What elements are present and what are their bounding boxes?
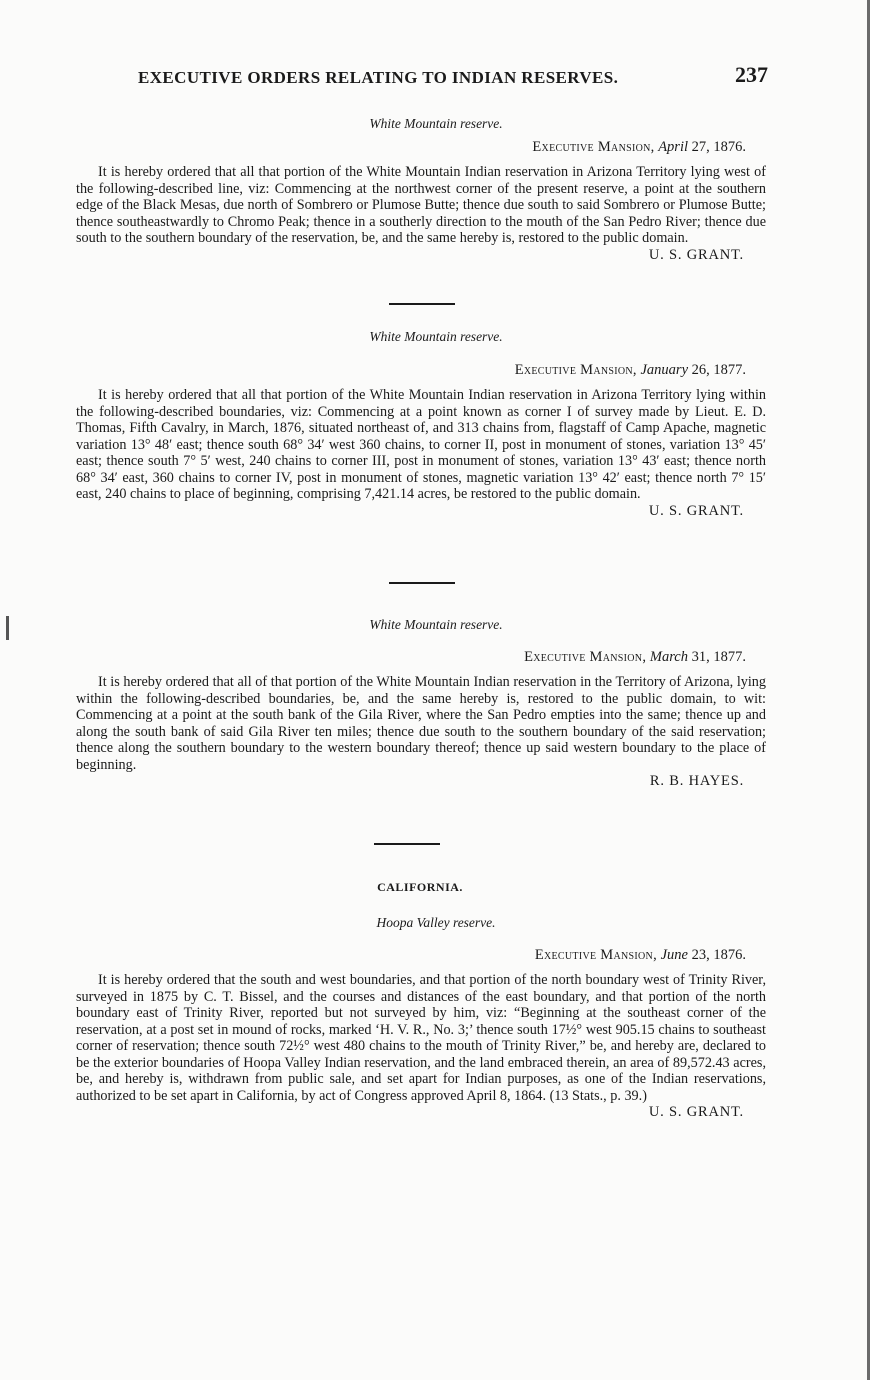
reserve-heading: White Mountain reserve. — [369, 617, 503, 632]
reserve-heading: White Mountain reserve. — [369, 329, 503, 344]
order-text: It is hereby ordered that all of that portion of the White Mountain Indian reservation in the Territory of Arizona, lying within the following-described boundaries, be, and the same hereby is, restored to the public domain, to wit: Commencing at a point at the south bank of the Gila River, where the San Pedro empties into the same; thence up and along the south bank of said Gila River ten miles; thence due south to the southern boundary of the said reservation; thence along the southern boundary to the western boundary thereof; thence up said western boundary to the place of beginning. — [76, 674, 766, 773]
order-text: It is hereby ordered that the south and west boundaries, and that portion of the north boundary west of Trinity River, surveyed in 1875 by C. T. Bissel, and the courses and distances of the east boundary, and that portion of the north boundary east of Trinity River, reported but not surveyed by him, viz: “Beginning at the southeast corner of the reservation, at a post set in mound of rocks, marked ‘H. V. R., No. 3;’ thence south 17½° west 905.15 chains to southeast corner of reservation; thence south 72½° west 480 chains to the mouth of Trinity River,” be, and hereby are, declared to be the exterior boundaries of Hoopa Valley Indian reservation, and the land embraced therein, an area of 89,572.43 acres, be, and hereby is, withdrawn from public sale, and set apart for Indian purposes, as one of the Indian reservations, authorized to be set apart in California, by act of Congress approved April 8, 1864. (13 Stats., p. 39.) — [76, 972, 766, 1104]
dateline-date: 23, 1876. — [691, 947, 746, 963]
dateline-month: June — [660, 947, 688, 963]
dateline — [76, 139, 766, 156]
order-4 — [76, 915, 766, 1121]
dateline-month: April — [658, 139, 688, 155]
dateline — [76, 649, 766, 666]
signature: U. S. GRANT. — [648, 502, 744, 519]
dateline-month: March — [649, 649, 688, 665]
running-head — [138, 62, 768, 96]
section-divider — [374, 843, 440, 845]
signature: U. S. GRANT. — [648, 1104, 744, 1120]
dateline-month: January — [640, 362, 688, 378]
margin-mark — [6, 616, 9, 640]
dateline-prefix: Executive Mansion, — [524, 649, 647, 665]
dateline-prefix: Executive Mansion, — [514, 362, 637, 378]
dateline-date: 26, 1877. — [691, 362, 746, 378]
section-divider — [389, 303, 455, 305]
page-number: 237 — [735, 62, 768, 87]
order-2 — [76, 329, 766, 520]
order-1 — [76, 116, 766, 264]
order-text: It is hereby ordered that all that portion of the White Mountain Indian reservation in Arizona Territory lying within the following-described boundaries, viz: Commencing at a point known as corner I of survey made by Lieut. E. D. Thomas, Fifth Cavalry, in March, 1876, situated northeast of, and 313 chains from, flagstaff of Camp Apache, magnetic variation 13° 48′ east; thence south 68° 34′ west 360 chains, to corner II, post in monument of stones, variation 13° 45′ east; thence south 7° 5′ west, 240 chains to corner III, post in monument of stones, variation 13° 43′ east; thence north 68° 34′ east, 360 chains to corner IV, post in monument of stones, magnetic variation 13° 42′ east; thence north 7° 15′ east, 240 chains to place of beginning, comprising 7,421.14 acres, be restored to the public domain. — [76, 387, 766, 502]
order-text: It is hereby ordered that all that portion of the White Mountain Indian reservation in Arizona Territory lying west of the following-described line, viz: Commencing at the northwest corner of the present reserve, a point at the southern edge of the Black Mesas, due north of Sombrero or Plumose Butte; thence due south to said Sombrero or Plumose Butte; thence southeastwardly to Chromo Peak; thence in a southerly direction to the mouth of the San Pedro River; thence due south to the southern boundary of the reservation, be, and the same hereby is, restored to the public domain. — [76, 164, 766, 246]
running-head-title: EXECUTIVE ORDERS RELATING TO INDIAN RESERVES. — [138, 68, 619, 87]
dateline — [76, 947, 766, 964]
state-heading: CALIFORNIA. — [377, 880, 463, 894]
signature: R. B. HAYES. — [649, 773, 744, 789]
dateline-prefix: Executive Mansion, — [534, 947, 657, 963]
reserve-heading: Hoopa Valley reserve. — [376, 915, 496, 930]
signature: U. S. GRANT. — [648, 246, 744, 263]
dateline — [76, 362, 766, 379]
section-divider — [389, 582, 455, 584]
order-3 — [76, 617, 766, 790]
dateline-prefix: Executive Mansion, — [532, 139, 655, 155]
dateline-date: 31, 1877. — [691, 649, 746, 665]
reserve-heading: White Mountain reserve. — [369, 116, 503, 131]
dateline-date: 27, 1876. — [691, 139, 746, 155]
